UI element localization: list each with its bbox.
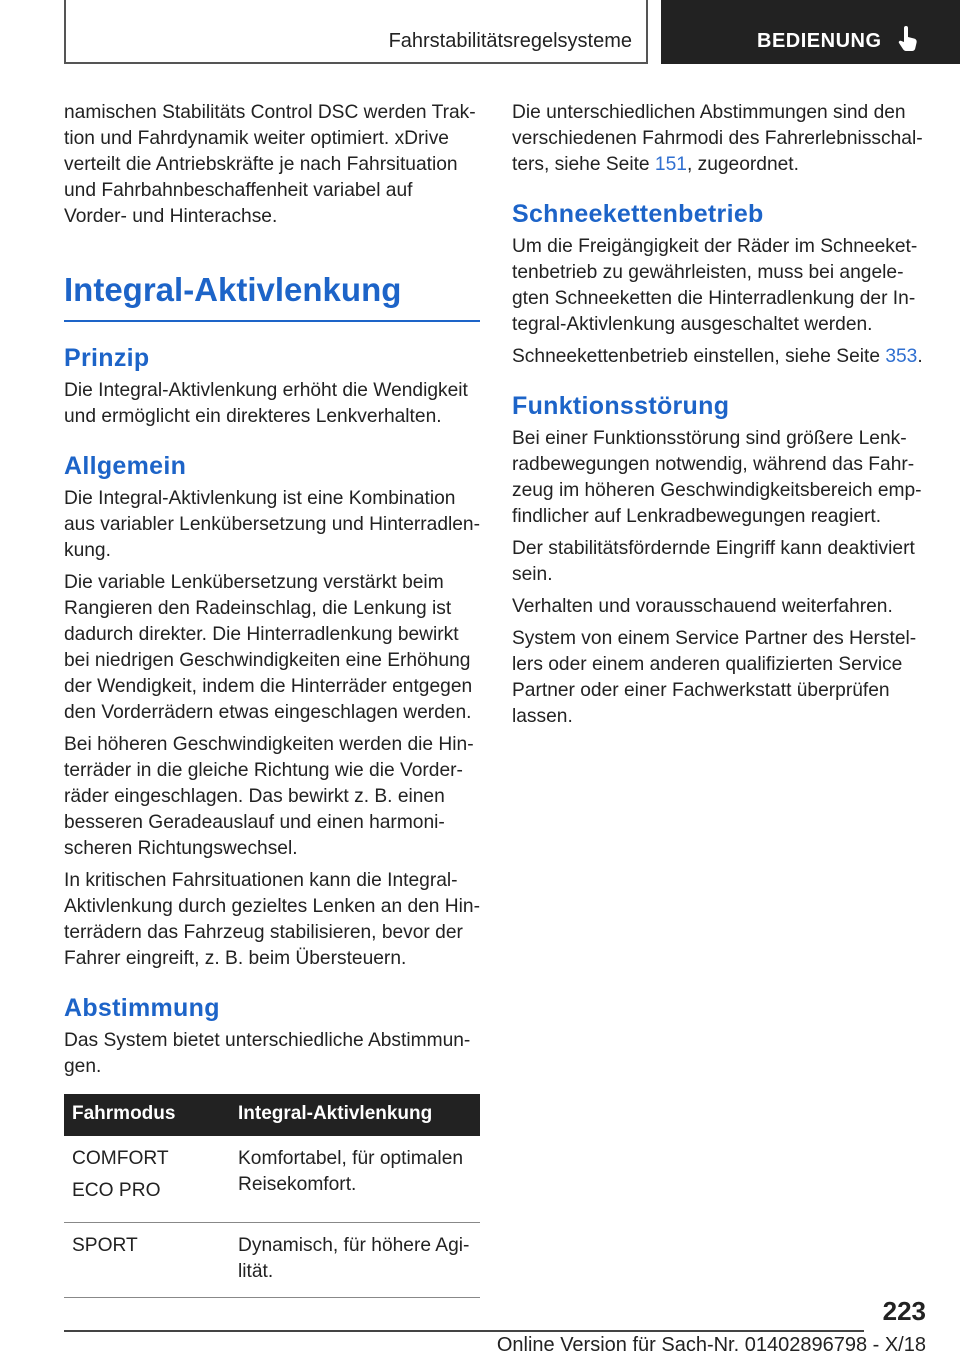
heading-schneekettenbetrieb: Schneekettenbetrieb [512,200,764,228]
text-part: , zugeordnet. [686,154,799,175]
table-row [64,1136,480,1223]
page-link-353[interactable]: 353 [885,346,918,367]
stoerung-paragraph-1: Bei einer Funktionsstörung sind größere Lenkradbewegungen notwendig, während das Fahrzeug im höheren Geschwindigkeitsbereich empfindlicher auf Lenkradbewegungen reagiert. [512,428,922,527]
heading-abstimmung: Abstimmung [64,994,220,1022]
allgemein-paragraph-3: Bei höheren Geschwindigkeiten werden die Hinterräder in die gleiche Richtung wie die Vorderräder eingeschlagen. Das bewirkt z. B. einen besseren Geradeauslauf und einen harmonischeren Richtungswechsel. [64,734,474,859]
footer-divider [64,1330,864,1332]
stoerung-paragraph-2: Der stabilitätsfördernde Eingriff kann deaktiviert sein. [512,538,915,585]
right-column [512,100,924,736]
allgemein-paragraph-1: Die Integral-Aktivlenkung ist eine Kombination aus variabler Lenkübersetzung und Hinterradlenkung. [64,488,480,561]
footer-online-version: Online Version für Sach-Nr. 01402896798 - X/18 [496,1334,926,1356]
heading-allgemein: Allgemein [64,452,187,480]
header-section-tab [64,0,648,64]
left-column [64,100,480,1298]
chapter-title: Integral-Aktivlenkung [64,270,480,322]
text-part: Die unterschiedlichen Abstimmungen sind den verschiedenen Fahrmodi des Fahrerlebnisschalters, siehe Seite [512,102,923,175]
table-header-fahrmodus: Fahrmodus [64,1094,230,1136]
text-part: Schneekettenbetrieb einstellen, siehe Seite [512,346,886,367]
allgemein-paragraph-4: In kritischen Fahrsituationen kann die Integral-Aktivlenkung durch gezieltes Lenken an den Hinterrädern das Fahrzeug stabilisieren, bevor der Fahrer eingreift, z. B. beim Übersteuern. [64,870,480,969]
page-number: 223 [882,1296,926,1326]
table-header-row [64,1094,480,1136]
schnee-paragraph-1: Um die Freigängigkeit der Räder im Schneekettenbetrieb zu gewährleisten, muss bei angelegten Schneeketten die Hinterradlenkung der Integral-Aktivlenkung ausgeschaltet werden. [512,236,918,335]
table-cell-description: Dynamisch, für höhere Agilität. [230,1223,480,1298]
table-cell-mode [64,1136,230,1223]
mode-comfort: COMFORT [72,1148,169,1169]
stoerung-paragraph-4: System von einem Service Partner des Herstellers oder einem anderen qualifizierten Service Partner oder einer Fachwerkstatt überprüfen lassen. [512,628,917,727]
table-header-lenkung: Integral-Aktivlenkung [230,1094,480,1136]
header-section-title: Fahrstabilitätsregelsysteme [388,30,632,52]
abstimmung-paragraph: Das System bietet unterschiedliche Abstimmungen. [64,1030,471,1077]
table-row [64,1223,480,1298]
heading-prinzip: Prinzip [64,344,150,372]
heading-funktionsstoerung: Funktionsstörung [512,392,730,420]
drive-mode-table [64,1094,480,1298]
schnee-paragraph-2 [512,344,924,370]
page-link-151[interactable]: 151 [654,154,687,175]
header-chapter-tab [661,0,960,64]
table-cell-description: Komfortabel, für optimalen Reisekomfort. [230,1136,480,1223]
hand-pointer-icon [897,26,919,52]
stoerung-paragraph-3: Verhalten und vorausschauend weiterfahren. [512,596,893,617]
prinzip-paragraph: Die Integral-Aktivlenkung erhöht die Wendigkeit und ermöglicht ein direkteres Lenkverhalten. [64,380,468,427]
abstimmung-modes-paragraph [512,100,924,178]
intro-paragraph: namischen Stabilitäts Control DSC werden Traktion und Fahrdynamik weiter optimiert. xDrive verteilt die Antriebskräfte je nach Fahrsituation und Fahrbahnbeschaffenheit variabel auf Vorder- und Hinterachse. [64,102,476,227]
header-chapter-title: BEDIENUNG [757,30,882,52]
allgemein-paragraph-2: Die variable Lenkübersetzung verstärkt beim Rangieren den Radeinschlag, die Lenkung ist dadurch direkter. Die Hinterradlenkung bewirkt bei niedrigen Geschwindigkeiten eine Erhöhung der Wendigkeit, indem die Hinterräder entgegen den Vorderrädern etwas eingeschlagen werden. [64,572,473,723]
text-part: . [917,346,923,367]
mode-sport: SPORT [64,1223,230,1298]
mode-eco-pro: ECO PRO [72,1180,161,1201]
